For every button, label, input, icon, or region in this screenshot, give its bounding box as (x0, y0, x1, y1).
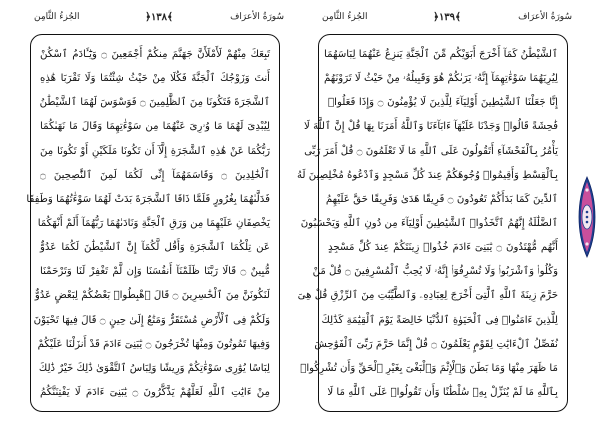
verse-line: رَبُّكُمَا عَنْ هَٰذِهِ ٱلشَّجَرَةِ إِلَّآ أَن تَكُونَا مَلَكَيْنِ أَوْ تَكُونَا مِنَ (40, 145, 270, 157)
verse-line: ٱلضَّلَٰلَةُ إِنَّهُمُ ٱتَّخَذُوا۟ ٱلشَّيَٰطِينَ أَوْلِيَآءَ مِن دُونِ ٱللَّهِ وَيَحْسَبُونَ (300, 217, 558, 229)
verse-line: أَنَّهُم مُّهْتَدُونَ ۝ يَٰبَنِىٓ ءَادَمَ خُذُوا۟ زِينَتَكُمْ عِندَ كُلِّ مَسْجِدٍ (328, 242, 558, 254)
page-number: ﴿١٣٨﴾ (145, 12, 173, 23)
surah-label: سُورَةُ الأعرَاف (230, 12, 284, 22)
juz-label: الجُزءُ الثَّامِن (322, 12, 368, 22)
verse-line: وَفِيهَا تَمُوتُونَ وَمِنْهَا تُخْرَجُونَ ۝ يَٰبَنِىٓ ءَادَمَ قَدْ أَنزَلْنَا عَلَيْكُمْ (37, 338, 270, 350)
text-frame (296, 34, 568, 412)
page-number: ﴿١٣٩﴾ (433, 12, 461, 23)
verse-line: فَدَلَّىٰهُمَا بِغُرُورٍ فَلَمَّا ذَاقَا ٱلشَّجَرَةَ بَدَتْ لَهُمَا سَوْءَٰتُهُمَا وَطَفِقَا (26, 193, 270, 205)
verse-line: ٱلشَّجَرَةَ فَتَكُونَا مِنَ ٱلظَّٰلِمِينَ ۝ فَوَسْوَسَ لَهُمَا ٱلشَّيْطَٰنُ (39, 97, 270, 109)
verse-line: مِنْ ءَايَٰتِ ٱللَّهِ لَعَلَّهُمْ يَذَّكَّرُونَ ۝ يَٰبَنِىٓ ءَادَمَ لَا يَفْتِنَنَّكُمُ (40, 386, 270, 398)
text-frame (26, 34, 280, 412)
verse-line: يَأْمُرُ بِٱلْفَحْشَآءِ أَتَقُولُونَ عَلَى ٱللَّهِ مَا لَا تَعْلَمُونَ ۝ قُلْ أَمَرَ رَبِّى (304, 145, 558, 157)
verse-line: لَنَكُونَنَّ مِنَ ٱلْخَٰسِرِينَ ۝ قَالَ ٱهْبِطُوا۟ بَعْضُكُمْ لِبَعْضٍ عَدُوٌّ (34, 290, 270, 302)
left-page-header (30, 10, 288, 32)
verse-line: عَن تِلْكُمَا ٱلشَّجَرَةِ وَأَقُل لَّكُمَآ إِنَّ ٱلشَّيْطَٰنَ لَكُمَا عَدُوٌّ (40, 242, 270, 254)
right-page-header (318, 10, 576, 32)
verse-line: نُفَصِّلُ ٱلْءَايَٰتِ لِقَوْمٍ يَعْلَمُونَ ۝ قُلْ إِنَّمَا حَرَّمَ رَبِّىَ ٱلْفَوَٰحِشَ (314, 338, 558, 350)
verse-line: تَبِعَكَ مِنْهُمْ لَأَمْلَأَنَّ جَهَنَّمَ مِنكُمْ أَجْمَعِينَ ۝ وَيَٰٓـَٔادَمُ ٱسْكُنْ (40, 49, 270, 60)
verse-line: ٱلدِّينَ كَمَا بَدَأَكُمْ تَعُودُونَ ۝ فَرِيقًا هَدَىٰ وَفَرِيقًا حَقَّ عَلَيْهِمُ (325, 193, 558, 205)
hizb-medallion-icon (578, 176, 596, 258)
verse-line: بِٱلْقِسْطِ وَأَقِيمُوا۟ وُجُوهَكُمْ عِندَ كُلِّ مَسْجِدٍ وَٱدْعُوهُ مُخْلِصِينَ لَهُ (296, 169, 558, 181)
verse-line: لِيُبْدِىَ لَهُمَا مَا وُۥرِىَ عَنْهُمَا مِن سَوْءَٰتِهِمَا وَقَالَ مَا نَهَىٰكُمَا (40, 121, 270, 133)
juz-label: الجُزءُ الثَّامِن (34, 12, 80, 22)
verse-line: فَٰحِشَةً قَالُوا۟ وَجَدْنَا عَلَيْهَآ ءَابَآءَنَا وَٱللَّهُ أَمَرَنَا بِهَا قُلْ إِنَّ ٱللَّهَ لَا (304, 121, 558, 133)
verse-line: لِيُرِيَهُمَا سَوْءَٰتِهِمَآ إِنَّهُۥ يَرَىٰكُمْ هُوَ وَقَبِيلُهُۥ مِنْ حَيْثُ لَا تَرَوْنَهُمْ (324, 73, 558, 85)
right-page (296, 10, 576, 414)
verse-line: بِٱللَّهِ مَا لَمْ يُنَزِّلْ بِهِۦ سُلْطَٰنًا وَأَن تَقُولُوا۟ عَلَى ٱللَّهِ مَا لَا (327, 386, 558, 398)
verse-lines (26, 43, 270, 405)
surah-label: سُورَةُ الأعرَاف (518, 12, 572, 22)
verse-line: ٱلْخَٰلِدِينَ ۝ وَقَاسَمَهُمَآ إِنِّى لَكُمَا لَمِنَ ٱلنَّٰصِحِينَ ۝ (40, 169, 270, 181)
verse-line: وَكُلُوا۟ وَٱشْرَبُوا۟ وَلَا تُسْرِفُوٓا۟ إِنَّهُۥ لَا يُحِبُّ ٱلْمُسْرِفِينَ ۝ قُلْ مَنْ (312, 266, 558, 278)
verse-line: ٱلشَّيْطَٰنُ كَمَآ أَخْرَجَ أَبَوَيْكُم مِّنَ ٱلْجَنَّةِ يَنزِعُ عَنْهُمَا لِبَاسَهُمَا (324, 49, 558, 60)
verse-line: مَا ظَهَرَ مِنْهَا وَمَا بَطَنَ وَٱلْإِثْمَ وَٱلْبَغْىَ بِغَيْرِ ٱلْحَقِّ وَأَن تُشْرِكُوا۟ (300, 362, 558, 374)
verse-line: لِلَّذِينَ ءَامَنُوا۟ فِى ٱلْحَيَوٰةِ ٱلدُّنْيَا خَالِصَةً يَوْمَ ٱلْقِيَٰمَةِ كَذَٰلِكَ (321, 314, 558, 326)
verse-line: لِبَاسًا يُوَٰرِى سَوْءَٰتِكُمْ وَرِيشًا وَلِبَاسُ ٱلتَّقْوَىٰ ذَٰلِكَ خَيْرٌ ذَٰلِكَ (38, 362, 270, 374)
verse-lines (296, 43, 558, 405)
left-page (26, 10, 288, 414)
verse-line: أَنتَ وَزَوْجُكَ ٱلْجَنَّةَ فَكُلَا مِنْ حَيْثُ شِئْتُمَا وَلَا تَقْرَبَا هَٰذِهِ (40, 73, 270, 85)
verse-line: يَخْصِفَانِ عَلَيْهِمَا مِن وَرَقِ ٱلْجَنَّةِ وَنَادَىٰهُمَا رَبُّهُمَآ أَلَمْ أَنْهَكُمَا (37, 217, 270, 229)
verse-line: إِنَّا جَعَلْنَا ٱلشَّيَٰطِينَ أَوْلِيَآءَ لِلَّذِينَ لَا يُؤْمِنُونَ ۝ وَإِذَا فَعَلُوا۟ (328, 97, 558, 109)
verse-line: مُّبِينٌ ۝ قَالَا رَبَّنَا ظَلَمْنَآ أَنفُسَنَا وَإِن لَّمْ تَغْفِرْ لَنَا وَتَرْحَمْنَا (40, 266, 270, 278)
verse-line: وَلَكُمْ فِى ٱلْأَرْضِ مُسْتَقَرٌّ وَمَتَٰعٌ إِلَىٰ حِينٍ ۝ قَالَ فِيهَا تَحْيَوْنَ (33, 314, 270, 326)
verse-line: حَرَّمَ زِينَةَ ٱللَّهِ ٱلَّتِىٓ أَخْرَجَ لِعِبَادِهِۦ وَٱلطَّيِّبَٰتِ مِنَ ٱلرِّزْقِ قُلْ هِىَ (297, 290, 558, 302)
